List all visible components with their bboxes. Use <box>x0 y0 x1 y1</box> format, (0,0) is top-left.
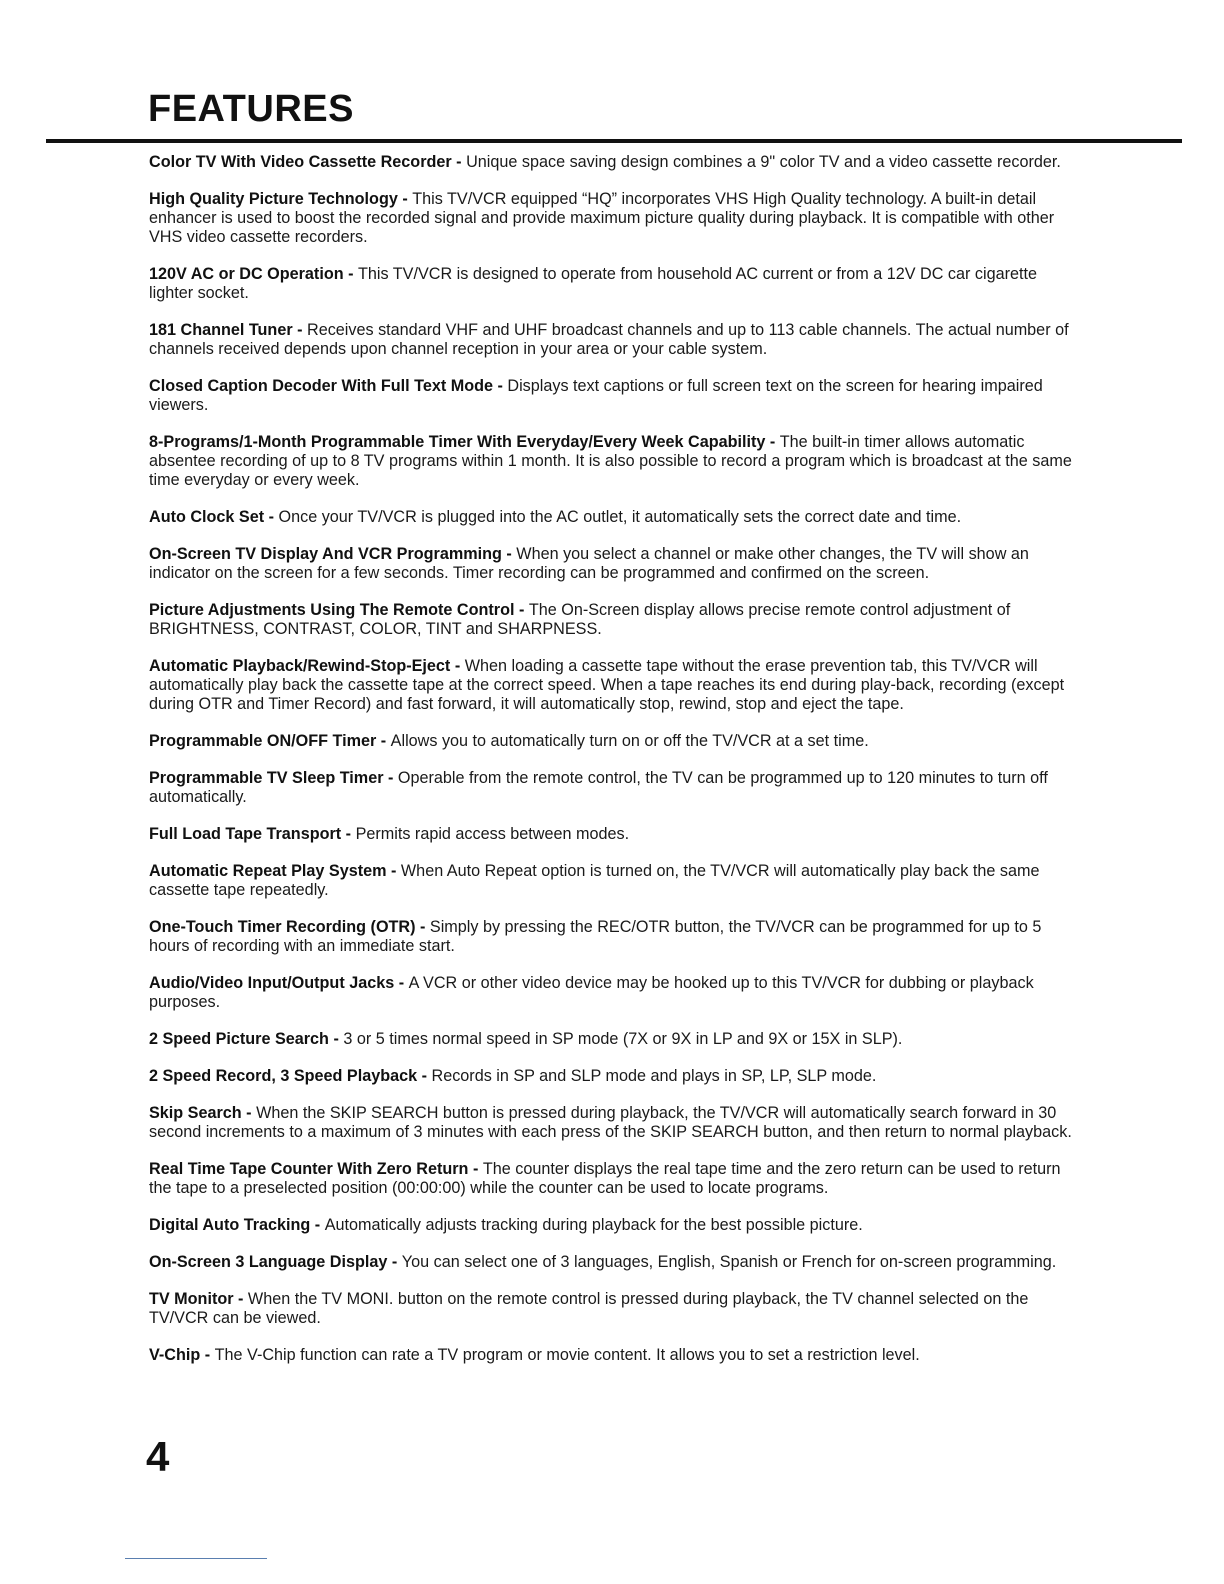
feature-description: This TV/VCR is designed to operate from household AC current or from a 12V DC car cigarette lighter socket. <box>149 265 1037 302</box>
feature-separator: - <box>341 825 356 843</box>
feature-name: Color TV With Video Cassette Recorder <box>149 153 452 171</box>
feature-description: 3 or 5 times normal speed in SP mode (7X or 9X in LP and 9X or 15X in SLP). <box>343 1030 903 1048</box>
feature-name: Automatic Repeat Play System <box>149 862 387 880</box>
feature-description: The V-Chip function can rate a TV program or movie content. It allows you to set a restriction level. <box>214 1346 920 1364</box>
feature-description: Records in SP and SLP mode and plays in SP, LP, SLP mode. <box>431 1067 877 1085</box>
feature-description: Allows you to automatically turn on or off the TV/VCR at a set time. <box>390 732 869 750</box>
feature-separator: - <box>292 321 308 339</box>
feature-item <box>149 508 1084 527</box>
feature-name: 8-Programs/1-Month Programmable Timer With Everyday/Every Week Capability <box>149 433 766 451</box>
feature-separator: - <box>765 433 780 451</box>
feature-name: 2 Speed Picture Search <box>149 1030 329 1048</box>
feature-description: When Auto Repeat option is turned on, the TV/VCR will automatically play back the same cassette tape repeatedly. <box>149 862 1040 899</box>
feature-separator: - <box>328 1030 344 1048</box>
feature-name: On-Screen 3 Language Display <box>149 1253 388 1271</box>
feature-item <box>149 433 1084 490</box>
feature-description: Receives standard VHF and UHF broadcast channels and up to 113 cable channels. The actual number of channels received depends upon channel reception in your area or your cable system. <box>149 321 1069 358</box>
feature-description: Operable from the remote control, the TV can be programmed up to 120 minutes to turn off automatically. <box>149 769 1048 806</box>
feature-item <box>149 377 1084 415</box>
feature-description: The On-Screen display allows precise remote control adjustment of BRIGHTNESS, CONTRAST, COLOR, TINT and SHARPNESS. <box>149 601 1011 638</box>
feature-item <box>149 657 1084 714</box>
feature-separator: - <box>415 918 430 936</box>
feature-item <box>149 1104 1084 1142</box>
feature-separator: - <box>233 1290 248 1308</box>
feature-item <box>149 862 1084 900</box>
feature-separator: - <box>264 508 279 526</box>
feature-name: Programmable ON/OFF Timer <box>149 732 377 750</box>
feature-item <box>149 190 1084 247</box>
feature-name: Digital Auto Tracking <box>149 1216 311 1234</box>
feature-item <box>149 1216 1084 1235</box>
feature-item <box>149 545 1084 583</box>
feature-item <box>149 825 1084 844</box>
feature-description: You can select one of 3 languages, English, Spanish or French for on-screen programming. <box>401 1253 1057 1271</box>
feature-item <box>149 1067 1084 1086</box>
feature-item <box>149 1160 1084 1198</box>
feature-description: When loading a cassette tape without the erase prevention tab, this TV/VCR will automatically play back the cassette tape at the correct speed. When a tape reaches its end during play-back, recording (except during OTR and Timer Record) and fast forward, it will automatically stop, rewind, stop and eject the tape. <box>149 657 1065 713</box>
feature-description: Displays text captions or full screen text on the screen for hearing impaired viewers. <box>149 377 1043 414</box>
feature-separator: - <box>394 974 409 992</box>
feature-name: Real Time Tape Counter With Zero Return <box>149 1160 469 1178</box>
feature-separator: - <box>387 1253 402 1271</box>
feature-separator: - <box>450 657 465 675</box>
feature-item <box>149 601 1084 639</box>
feature-item <box>149 153 1084 172</box>
feature-name: High Quality Picture Technology <box>149 190 398 208</box>
feature-item <box>149 1290 1084 1328</box>
feature-name: V-Chip <box>149 1346 201 1364</box>
feature-item <box>149 1030 1084 1049</box>
feature-name: TV Monitor <box>149 1290 234 1308</box>
feature-name: Programmable TV Sleep Timer <box>149 769 384 787</box>
feature-name: Automatic Playback/Rewind-Stop-Eject <box>149 657 451 675</box>
feature-name: Full Load Tape Transport <box>149 825 342 843</box>
feature-item <box>149 769 1084 807</box>
feature-item <box>149 732 1084 751</box>
feature-description: Permits rapid access between modes. <box>355 825 630 843</box>
feature-description: The counter displays the real tape time and the zero return can be used to return the tape to a preselected position (00:00:00) while the counter can be used to locate programs. <box>149 1160 1061 1197</box>
feature-item <box>149 918 1084 956</box>
feature-description: A VCR or other video device may be hooked up to this TV/VCR for dubbing or playback purposes. <box>149 974 1034 1011</box>
feature-separator: - <box>501 545 517 563</box>
feature-name: On-Screen TV Display And VCR Programming <box>149 545 502 563</box>
feature-name: 2 Speed Record, 3 Speed Playback <box>149 1067 418 1085</box>
feature-description: When the TV MONI. button on the remote control is pressed during playback, the TV channel selected on the TV/VCR can be viewed. <box>149 1290 1029 1327</box>
feature-name: 181 Channel Tuner <box>149 321 293 339</box>
feature-item <box>149 265 1084 303</box>
feature-name: 120V AC or DC Operation <box>149 265 344 283</box>
feature-name: Audio/Video Input/Output Jacks <box>149 974 395 992</box>
feature-separator: - <box>343 265 358 283</box>
feature-item <box>149 974 1084 1012</box>
feature-name: Auto Clock Set <box>149 508 265 526</box>
feature-separator: - <box>376 732 391 750</box>
feature-description: When you select a channel or make other changes, the TV will show an indicator on the screen for a few seconds. Timer recording can be programmed and confirmed on the screen. <box>149 545 1029 582</box>
feature-separator: - <box>397 190 413 208</box>
feature-name: Skip Search <box>149 1104 242 1122</box>
feature-separator: - <box>451 153 467 171</box>
feature-description: When the SKIP SEARCH button is pressed during playback, the TV/VCR will automatically search forward in 30 second increments to a maximum of 3 minutes with each press of the SKIP SEARCH button, and then return to normal playback. <box>149 1104 1072 1141</box>
feature-name: Picture Adjustments Using The Remote Control <box>149 601 515 619</box>
feature-separator: - <box>417 1067 432 1085</box>
feature-description: Simply by pressing the REC/OTR button, the TV/VCR can be programmed for up to 5 hours of recording with an immediate start. <box>149 918 1042 955</box>
feature-name: One-Touch Timer Recording (OTR) <box>149 918 416 936</box>
feature-separator: - <box>468 1160 483 1178</box>
feature-separator: - <box>514 601 529 619</box>
feature-item <box>149 321 1084 359</box>
footer-divider <box>125 1558 267 1559</box>
title-divider <box>46 139 1182 143</box>
feature-description: Automatically adjusts tracking during playback for the best possible picture. <box>324 1216 863 1234</box>
feature-separator: - <box>383 769 398 787</box>
feature-separator: - <box>241 1104 257 1122</box>
feature-item <box>149 1346 1084 1365</box>
feature-name: Closed Caption Decoder With Full Text Mode <box>149 377 493 395</box>
feature-description: Once your TV/VCR is plugged into the AC outlet, it automatically sets the correct date and time. <box>278 508 962 526</box>
feature-description: This TV/VCR equipped “HQ” incorporates VHS High Quality technology. A built-in detail enhancer is used to boost the recorded signal and provide maximum picture quality during playback. It is compatible with other VHS video cassette recorders. <box>149 190 1055 246</box>
page-number: 4 <box>146 1433 170 1480</box>
feature-description: Unique space saving design combines a 9" color TV and a video cassette recorder. <box>466 153 1061 171</box>
feature-description: The built-in timer allows automatic absentee recording of up to 8 TV programs within 1 month. It is also possible to record a program which is broadcast at the same time everyday or every week. <box>149 433 1072 489</box>
feature-separator: - <box>493 377 508 395</box>
feature-item <box>149 1253 1084 1272</box>
feature-separator: - <box>310 1216 325 1234</box>
page-title: FEATURES <box>148 88 354 130</box>
feature-separator: - <box>386 862 401 880</box>
feature-list <box>149 153 1084 1383</box>
feature-separator: - <box>200 1346 215 1364</box>
